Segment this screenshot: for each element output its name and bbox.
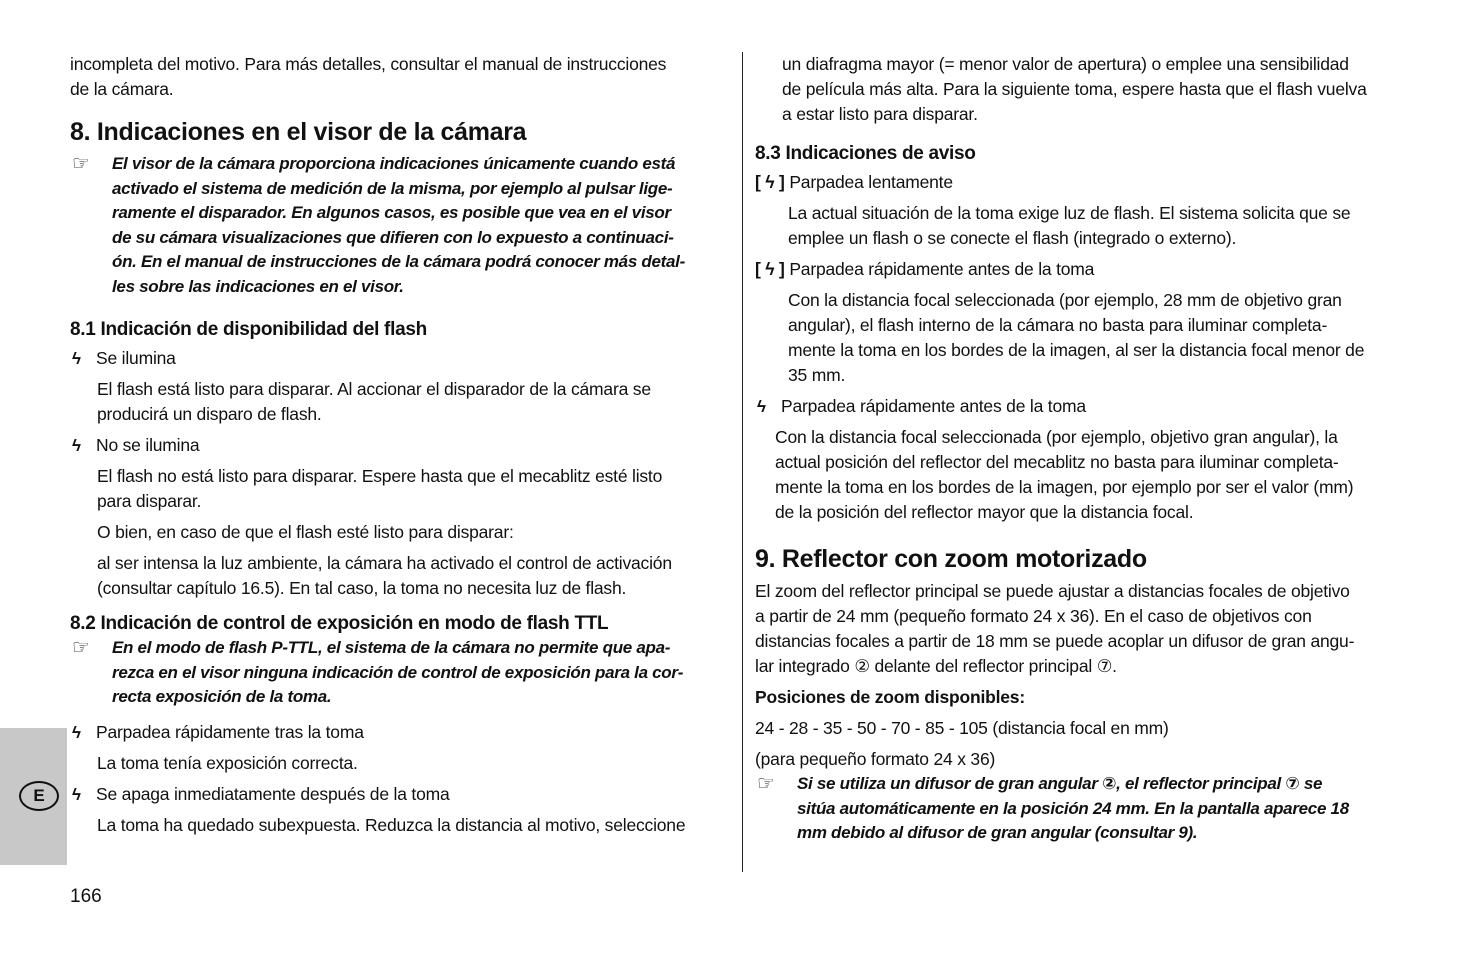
lightning-bolt-icon: ϟ (72, 349, 81, 368)
warning-description: Con la distancia focal seleccionada (por ejemplo, 28 mm de objetivo gran (788, 290, 1342, 310)
lightning-bolt-icon: ϟ (72, 784, 81, 804)
warning-description: de la posición del reflector mayor que la distancia focal. (775, 502, 1194, 522)
indicator-description: para disparar. (97, 491, 202, 511)
zoom-positions: 24 - 28 - 35 - 50 - 70 - 85 - 105 (distancia focal en mm) (755, 718, 1169, 738)
section-8-3-heading: 8.3 Indicaciones de aviso (755, 143, 976, 164)
warning-item (755, 257, 1420, 282)
note-line: les sobre las indicaciones en el visor. (112, 276, 404, 296)
note-line: ón. En el manual de instrucciones de la cámara podrá conocer más detal- (112, 252, 685, 271)
lightning-bolt-icon: ϟ (72, 436, 81, 455)
note-line: recta exposición de la toma. (112, 687, 332, 706)
indicator-label: Se apaga inmediatamente después de la toma (96, 783, 450, 804)
note-block (755, 772, 1420, 846)
pointing-hand-icon: ☞ (757, 773, 775, 795)
note-line: activado el sistema de medición de la misma, por ejemplo al pulsar lige- (112, 178, 673, 198)
language-tab-label: E (19, 781, 59, 811)
zoom-positions-label: Posiciones de zoom disponibles: (755, 687, 1025, 707)
indicator-description: producirá un disparo de flash. (97, 404, 322, 424)
indicator-label: Se ilumina (96, 348, 176, 368)
pointing-hand-icon: ☞ (72, 637, 90, 659)
indicator-description: al ser intensa la luz ambiente, la cámara ha activado el control de activación (97, 553, 672, 573)
lightning-bolt-icon: ϟ (72, 722, 81, 742)
note-line: Si se utiliza un difusor de gran angular ②, el reflector principal ⑦ se (797, 774, 1323, 793)
flash-bracket-icon: [ ϟ ] (755, 259, 785, 279)
pointing-hand-icon: ☞ (72, 153, 90, 175)
note-line: rezca en el visor ninguna indicación de control de exposición para la cor- (112, 662, 684, 682)
lightning-bolt-icon: ϟ (757, 397, 766, 416)
section-8-2-heading: 8.2 Indicación de control de exposición en modo de flash TTL (70, 613, 609, 634)
note-line: de su cámara visualizaciones que difieren con lo expuesto a continuaci- (112, 227, 674, 247)
indicator-label: Parpadea rápidamente tras la toma (96, 721, 364, 742)
note-line: El visor de la cámara proporciona indicaciones únicamente cuando está (112, 154, 676, 173)
warning-description: actual posición del reflector del mecablitz no basta para iluminar completa- (775, 452, 1339, 472)
left-column (70, 52, 730, 838)
indicator-item (70, 782, 730, 807)
column-divider (742, 52, 743, 872)
note-line: En el modo de flash P-TTL, el sistema de la cámara no permite que apa- (112, 638, 671, 657)
intro-text: de la cámara. (70, 79, 174, 99)
section-8-1-heading: 8.1 Indicación de disponibilidad del flash (70, 319, 427, 340)
zoom-description: distancias focales a partir de 18 mm se puede acoplar un difusor de gran angu- (755, 631, 1355, 651)
indicator-item (70, 433, 730, 458)
indicator-description: (consultar capítulo 16.5). En tal caso, la toma no necesita luz de flash. (97, 578, 627, 598)
page-number: 166 (70, 886, 102, 907)
note-line: sitúa automáticamente en la posición 24 mm. En la pantalla aparece 18 (797, 798, 1349, 818)
indicator-item (70, 720, 730, 745)
warning-label: Parpadea rápidamente antes de la toma (781, 396, 1086, 416)
indicator-label: No se ilumina (96, 435, 200, 455)
indicator-description: El flash está listo para disparar. Al accionar el disparador de la cámara se (97, 379, 651, 399)
right-column (755, 52, 1420, 846)
section-9-heading: 9. Reflector con zoom motorizado (755, 545, 1147, 573)
intro-text: incompleta del motivo. Para más detalles, consultar el manual de instrucciones (70, 54, 667, 74)
warning-label: Parpadea lentamente (789, 172, 953, 192)
warning-description: mente la toma en los bordes de la imagen, al ser la distancia focal menor de (788, 340, 1365, 360)
warning-label: Parpadea rápidamente antes de la toma (789, 259, 1095, 279)
note-block (70, 152, 730, 299)
warning-description: 35 mm. (788, 365, 846, 385)
continued-text: un diafragma mayor (= menor valor de apertura) o emplee una sensibilidad (782, 54, 1349, 74)
warning-item (755, 394, 1420, 419)
zoom-description: lar integrado ② delante del reflector principal ⑦. (755, 656, 1117, 676)
warning-description: angular), el flash interno de la cámara no basta para iluminar completa- (788, 315, 1328, 335)
warning-description: mente la toma en los bordes de la imagen, por ejemplo por ser el valor (mm) (775, 477, 1354, 497)
indicator-description: La toma ha quedado subexpuesta. Reduzca la distancia al motivo, seleccione (97, 814, 686, 835)
warning-description: La actual situación de la toma exige luz de flash. El sistema solicita que se (788, 203, 1351, 223)
warning-description: emplee un flash o se conecte el flash (integrado o externo). (788, 228, 1237, 248)
warning-item (755, 170, 1420, 195)
note-block (70, 636, 730, 710)
indicator-item (70, 346, 730, 371)
indicator-description: El flash no está listo para disparar. Espere hasta que el mecablitz esté listo (97, 466, 663, 486)
indicator-description: La toma tenía exposición correcta. (97, 752, 358, 773)
note-line: ramente el disparador. En algunos casos, es posible que vea en el visor (112, 203, 671, 222)
section-8-heading: 8. Indicaciones en el visor de la cámara (70, 118, 527, 146)
note-line: mm debido al difusor de gran angular (consultar 9). (797, 823, 1198, 842)
indicator-description: O bien, en caso de que el flash esté listo para disparar: (97, 522, 514, 542)
warning-description: Con la distancia focal seleccionada (por ejemplo, objetivo gran angular), la (775, 427, 1338, 447)
zoom-description: a partir de 24 mm (pequeño formato 24 x 36). En el caso de objetivos con (755, 606, 1312, 626)
continued-text: a estar listo para disparar. (782, 104, 978, 124)
zoom-description: El zoom del reflector principal se puede ajustar a distancias focales de objetivo (755, 581, 1350, 601)
continued-text: de película más alta. Para la siguiente toma, espere hasta que el flash vuelva (782, 79, 1367, 99)
flash-bracket-icon: [ ϟ ] (755, 172, 785, 192)
zoom-format: (para pequeño formato 24 x 36) (755, 749, 996, 769)
